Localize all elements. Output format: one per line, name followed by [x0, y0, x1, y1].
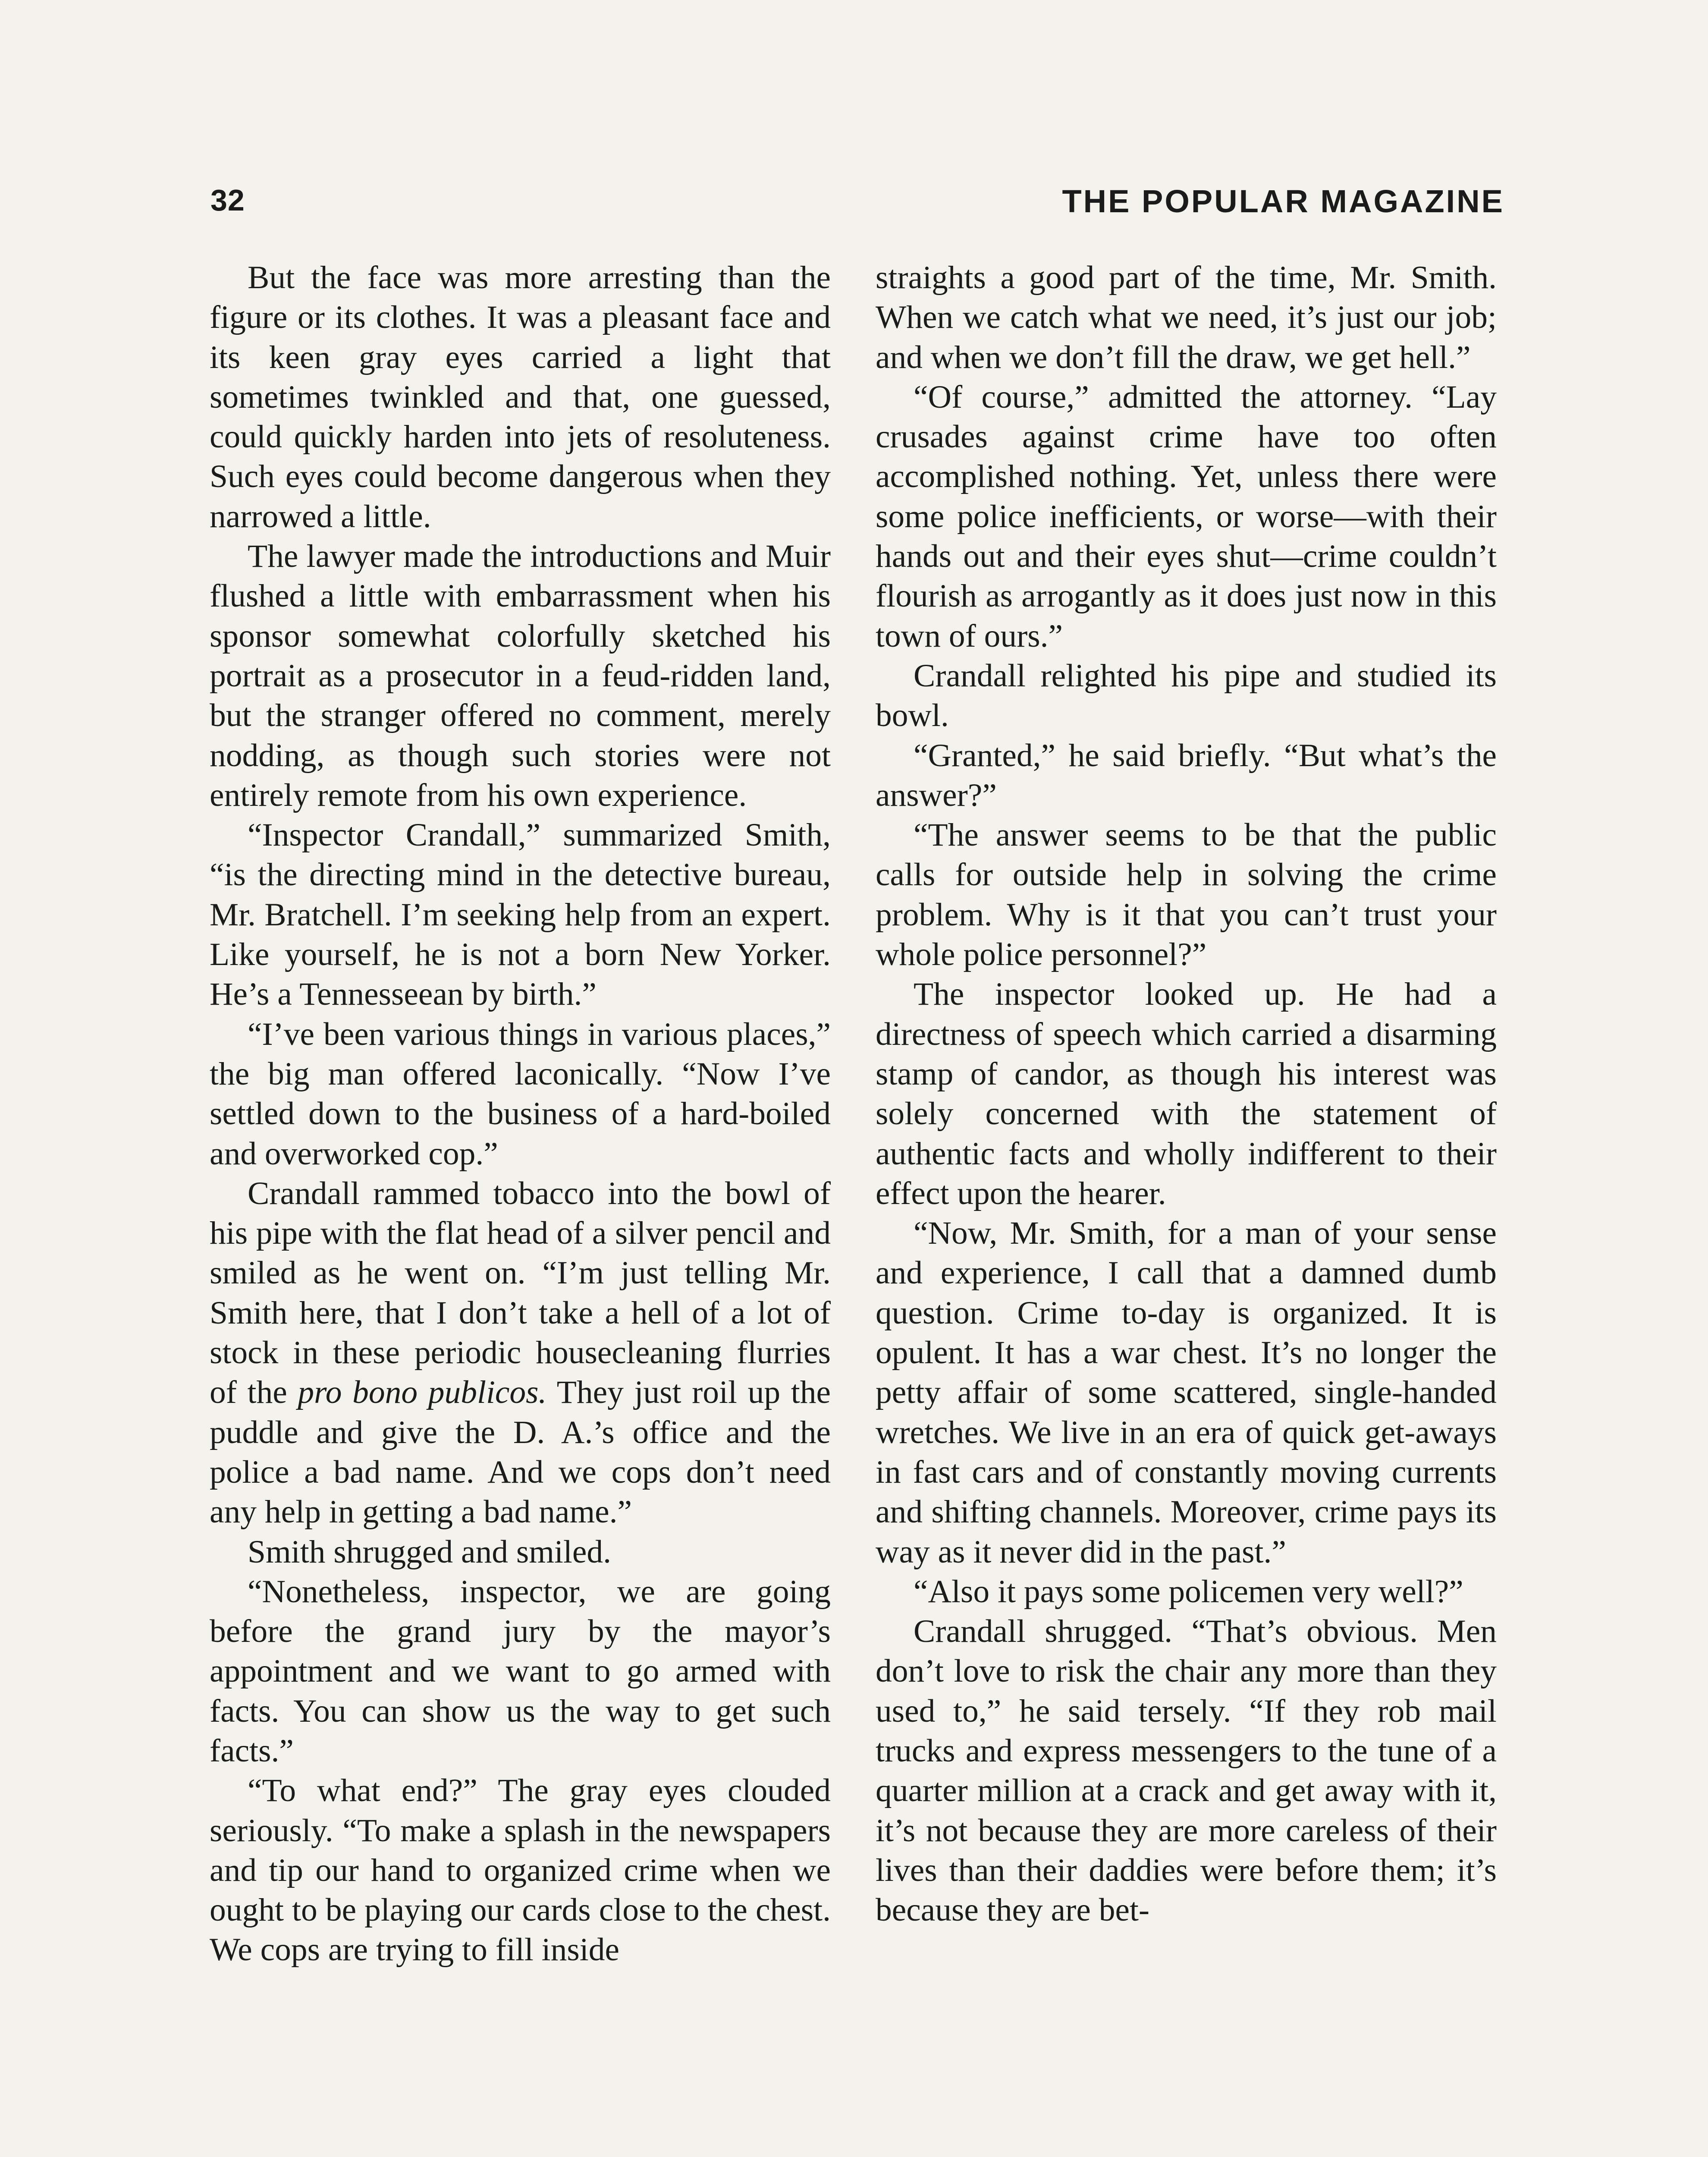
paragraph: Smith shrugged and smiled. [248, 1534, 612, 1570]
magazine-title: THE POPULAR MAGAZINE [1062, 183, 1504, 219]
paragraph: The inspector looked up. He had a directness of speech which carried a disarming stamp of candor, as though his interest was solely concerned with the statement of authentic facts and wholly indifferent to their effect upon the hearer. [876, 976, 1497, 1211]
paragraph: “Granted,” he said briefly. “But what’s the answer?” [876, 737, 1497, 813]
paragraph: “Also it pays some policemen very well?” [914, 1573, 1463, 1610]
paragraph-text: They just roil up the puddle and give the D. A.’s office and the police a bad name. And we cops don’t need any help in getting a bad name.” [210, 1374, 831, 1530]
left-text-column [210, 258, 831, 1970]
paragraph: But the face was more arresting than the figure or its clothes. It was a pleasant face and its keen gray eyes carried a light that sometimes twinkled and that, one guessed, could quickly harden into jets of resoluteness. Such eyes could become dangerous when they narrowed a little. [210, 260, 831, 535]
paragraph: “Of course,” admitted the attorney. “Lay crusades against crime have too often accomplished nothing. Yet, unless there were some police inefficients, or worse—with their hands out and their eyes shut—crime couldn’t flourish as arrogantly as it does just now in this town of ours.” [876, 379, 1497, 654]
right-text-column [876, 258, 1497, 1930]
paragraph [210, 1174, 831, 1532]
running-header [210, 183, 1504, 230]
paragraph: “Inspector Crandall,” summarized Smith, “is the directing mind in the detective bureau, Mr. Bratchell. I’m seeking help from an expert. Like yourself, he is not a born New Yorker. He’s a Tennesseean by birth.” [210, 817, 831, 1012]
paragraph-continued: straights a good part of the time, Mr. Smith. When we catch what we need, it’s just our job; and when we don’t fill the draw, we get hell.” [876, 260, 1497, 375]
paragraph: “The answer seems to be that the public calls for outside help in solving the crime problem. Why is it that you can’t trust your whole police personnel?” [876, 817, 1497, 973]
paragraph: “I’ve been various things in various places,” the big man offered laconically. “Now I’ve settled down to the business of a hard-boiled and overworked cop.” [210, 1016, 831, 1172]
paragraph: Crandall relighted his pipe and studied its bowl. [876, 657, 1497, 734]
page-number: 32 [210, 183, 245, 217]
paragraph: The lawyer made the introductions and Muir flushed a little with embarrassment when his sponsor somewhat colorfully sketched his portrait as a prosecutor in a feud-ridden land, but the stranger offered no comment, merely nodding, as though such stories were not entirely remote from his own experience. [210, 538, 831, 813]
paragraph: “Now, Mr. Smith, for a man of your sense and experience, I call that a damned dumb question. Crime to-day is organized. It is opulent. It has a war chest. It’s no longer the petty affair of some scattered, single-handed wretches. We live in an era of quick get-aways in fast cars and of constantly moving currents and shifting channels. Moreover, crime pays its way as it never did in the past.” [876, 1215, 1497, 1570]
paragraph: “Nonetheless, inspector, we are going before the grand jury by the mayor’s appointment and we want to go armed with facts. You can show us the way to get such facts.” [210, 1573, 831, 1769]
italic-phrase: pro bono publicos. [298, 1374, 547, 1411]
paragraph: Crandall shrugged. “That’s obvious. Men don’t love to risk the chair any more than they used to,” he said tersely. “If they rob mail trucks and express messengers to the tune of a quarter million at a crack and get away with it, it’s not because they are more careless of their lives than their daddies were before them; it’s because they are bet- [876, 1613, 1497, 1928]
paragraph: “To what end?” The gray eyes clouded seriously. “To make a splash in the newspapers and tip our hand to organized crime when we ought to be playing our cards close to the chest. We cops are trying to fill inside [210, 1773, 831, 1968]
paragraph-text: Crandall rammed tobacco into the bowl of his pipe with the flat head of a silver pencil and smiled as he went on. “I’m just telling Mr. Smith here, that I don’t take a hell of a lot of stock in these periodic housecleaning flurries of the [210, 1175, 831, 1411]
